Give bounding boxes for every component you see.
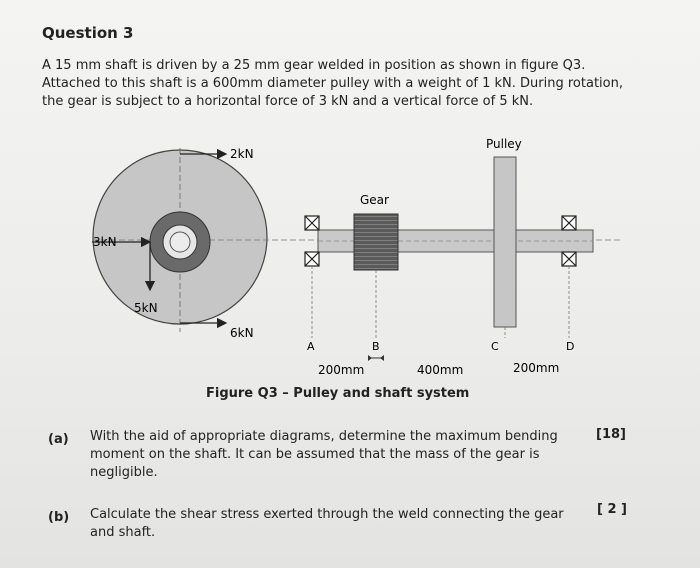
bearing-a-bottom (305, 252, 319, 266)
dim-ab: 200mm (318, 363, 365, 377)
part-a-marks: [18] (596, 427, 626, 442)
label-point-a: A (307, 340, 315, 353)
pulley-side (494, 157, 516, 327)
label-5kN: 5kN (134, 301, 158, 315)
bearing-a-top (305, 216, 319, 230)
part-b-line-1: Calculate the shear stress exerted through the weld connecting the gear (90, 507, 564, 522)
label-gear: Gear (360, 193, 389, 207)
bearing-d-top (562, 216, 576, 230)
part-a-line-2: moment on the shaft. It can be assumed that the mass of the gear is (90, 447, 540, 462)
question-title: Question 3 (42, 24, 134, 42)
dim-cd: 200mm (513, 361, 560, 375)
label-point-c: C (491, 340, 499, 353)
part-a-line-3: negligible. (90, 465, 158, 480)
label-point-b: B (372, 340, 380, 353)
part-a-text (90, 428, 558, 482)
figure-caption: Figure Q3 – Pulley and shaft system (206, 386, 470, 401)
intro-line-3: the gear is subject to a horizontal force of 3 kN and a vertical force of 5 kN. (42, 94, 534, 109)
part-b-text (90, 506, 564, 542)
label-6kN: 6kN (230, 326, 254, 340)
label-3kN: 3kN (93, 235, 117, 249)
shaft-center (170, 232, 190, 252)
label-point-d: D (566, 340, 575, 353)
intro-line-2: Attached to this shaft is a 600mm diameter pulley with a weight of 1 kN. During rotation, (42, 76, 623, 91)
gear-block (354, 214, 398, 270)
part-b-line-2: and shaft. (90, 525, 156, 540)
part-a-line-1: With the aid of appropriate diagrams, determine the maximum bending (90, 429, 558, 444)
part-a-letter: (a) (48, 432, 69, 447)
intro-line-1: A 15 mm shaft is driven by a 25 mm gear welded in position as shown in figure Q3. (42, 58, 586, 73)
dim-bc: 400mm (417, 363, 464, 377)
part-b-marks: [ 2 ] (597, 502, 627, 517)
bearing-d-bottom (562, 252, 576, 266)
label-pulley: Pulley (486, 137, 522, 151)
part-b-letter: (b) (48, 510, 70, 525)
label-2kN: 2kN (230, 147, 254, 161)
